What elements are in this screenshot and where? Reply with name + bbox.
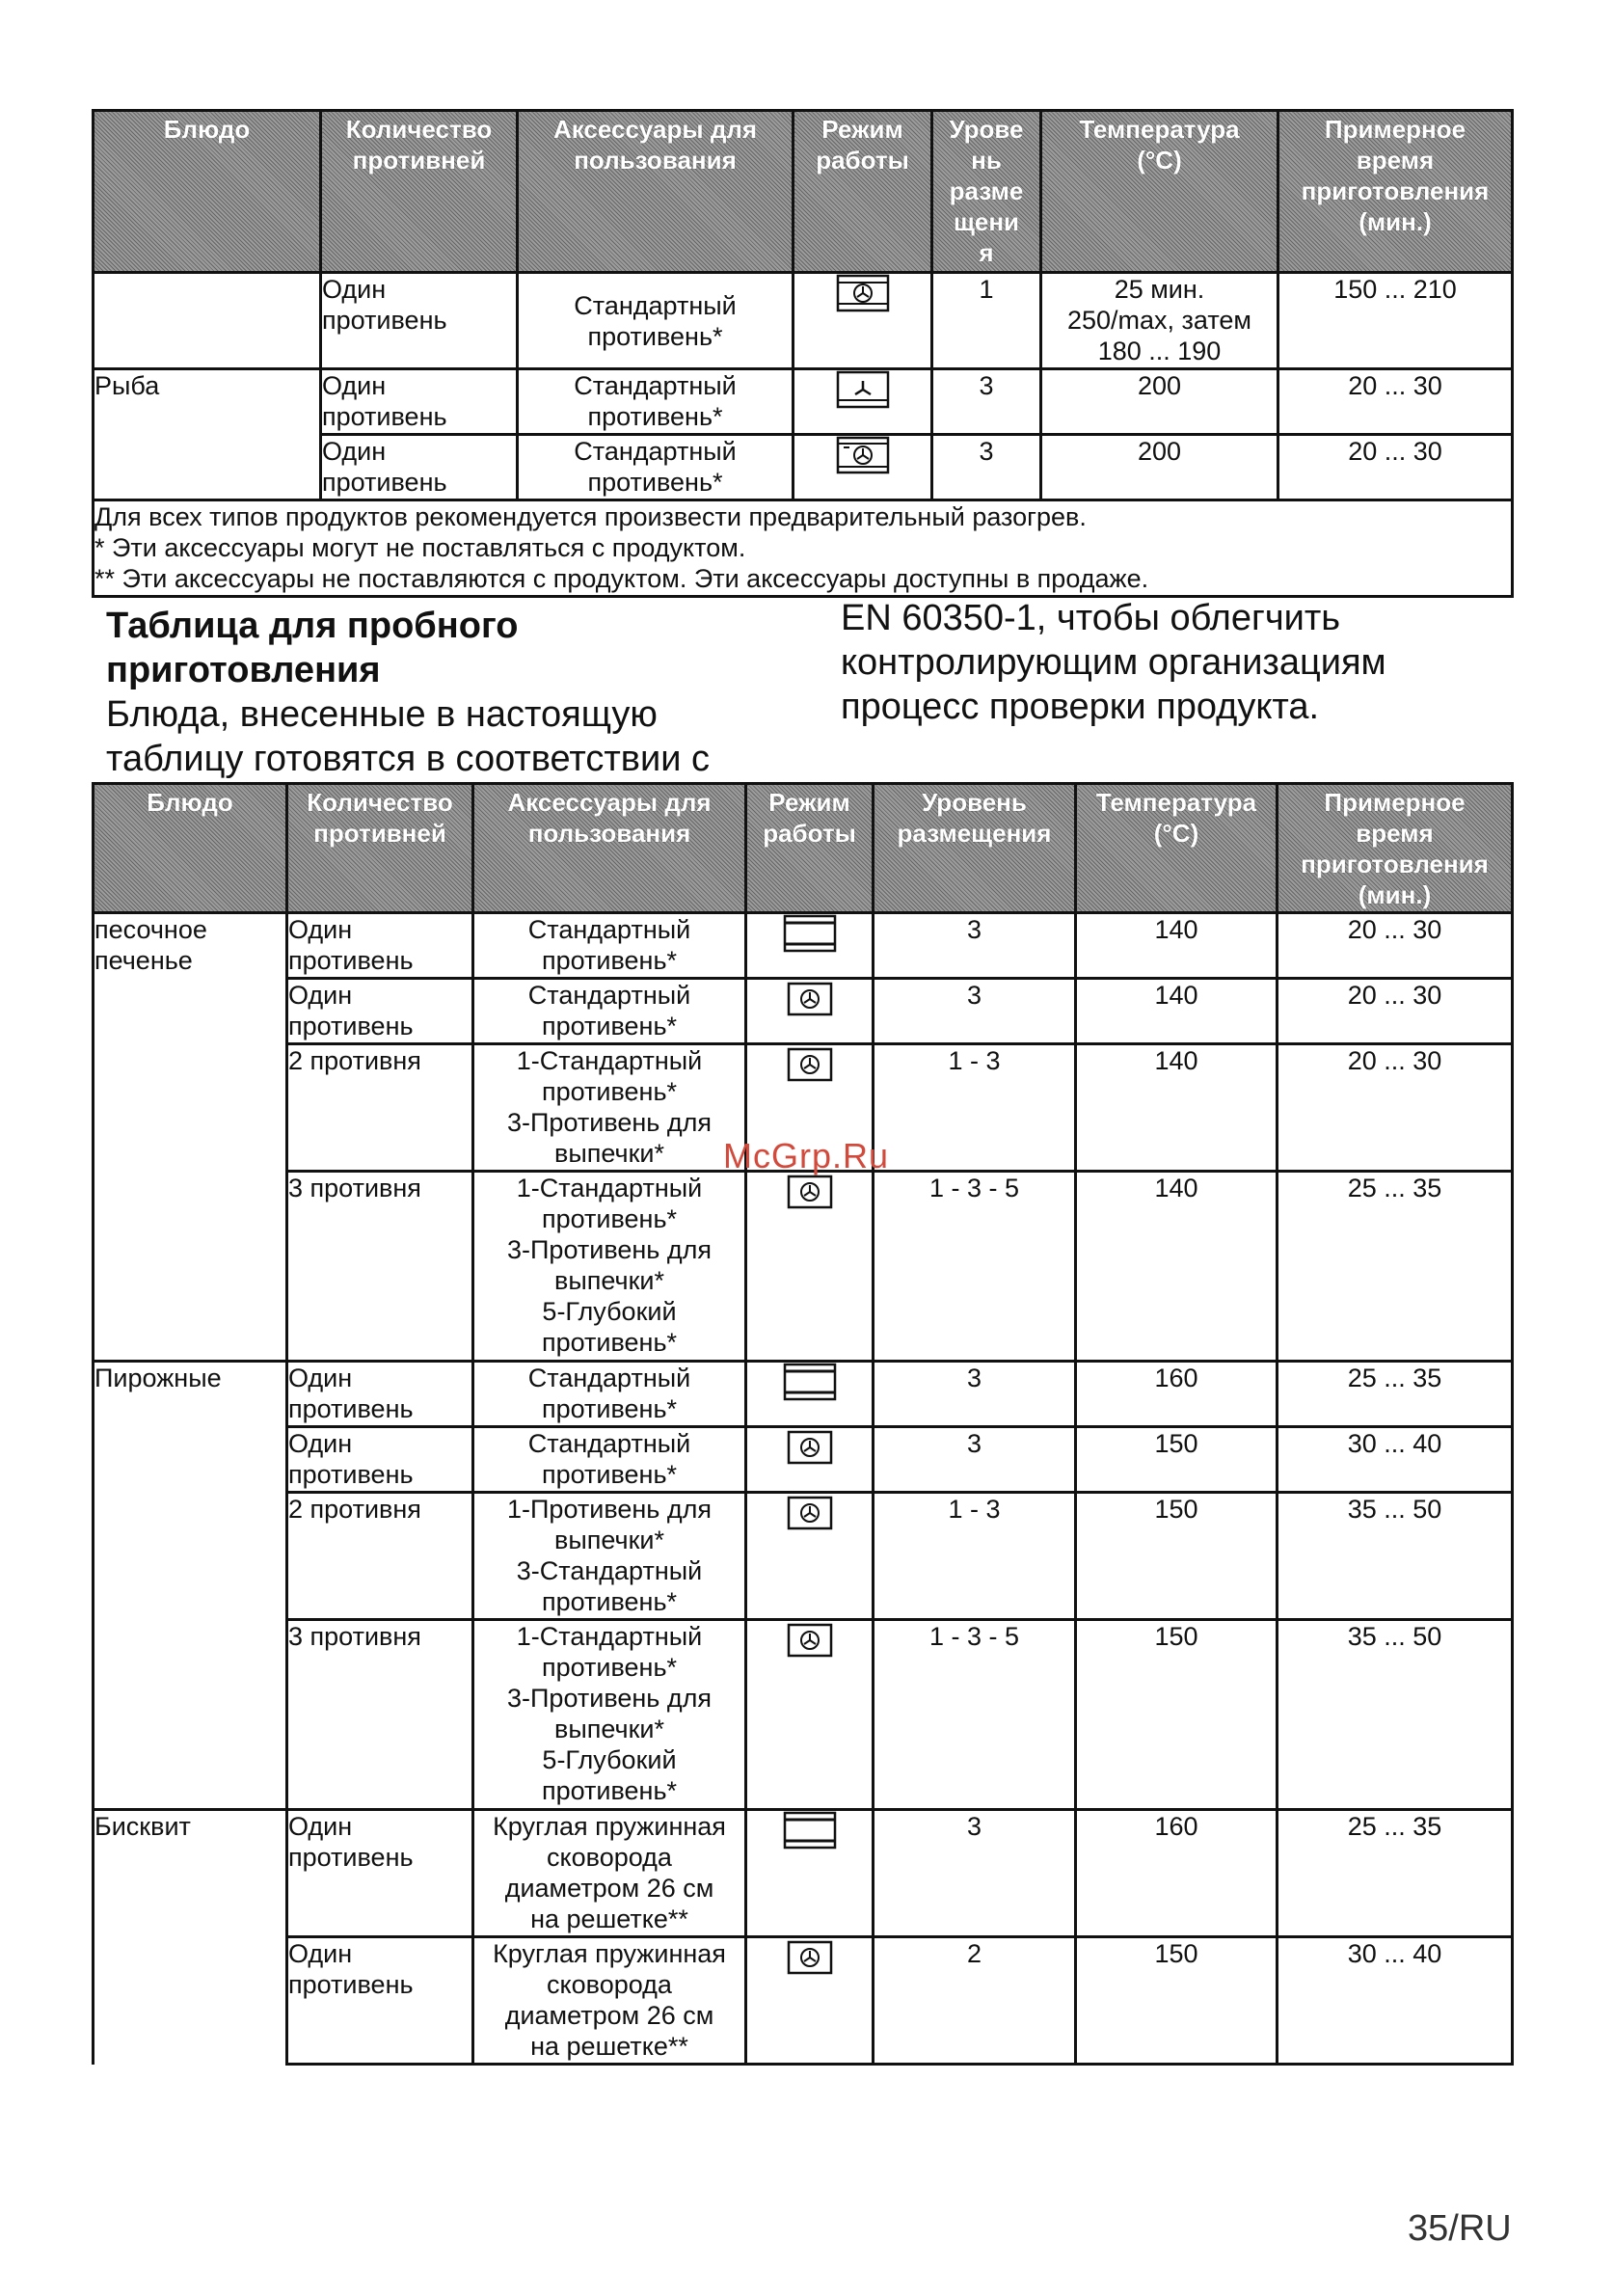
temperature-cell: 150 — [1076, 1493, 1278, 1620]
oven-top-bottom-icon — [783, 1811, 837, 1850]
oven-fan-icon — [783, 1173, 837, 1211]
level-cell: 1 - 3 - 5 — [874, 1172, 1076, 1362]
accessory-cell: Стандартный противень* — [473, 913, 746, 979]
note-preheat: Для всех типов продуктов рекомендуется произвести предварительный разогрев. — [94, 502, 1087, 531]
time-cell: 20 ... 30 — [1278, 1044, 1513, 1172]
quantity-cell: Один противень — [287, 1937, 473, 2065]
header-mode: Режим работы — [794, 111, 932, 273]
mode-cell — [746, 1810, 874, 1937]
quantity-cell: 2 противня — [287, 1493, 473, 1620]
accessory-cell: 1-Стандартный противень* 3-Противень для выпечки* 5-Глубокий противень* — [473, 1172, 746, 1362]
time-cell: 150 ... 210 — [1278, 273, 1513, 369]
header-temperature: Температура (°C) — [1076, 784, 1278, 913]
level-cell: 3 — [932, 369, 1041, 435]
table-header-row — [94, 784, 1513, 913]
mode-cell — [746, 1362, 874, 1427]
mode-cell — [794, 435, 932, 500]
oven-top-bottom-icon — [783, 914, 837, 953]
quantity-cell: Один противень — [321, 435, 518, 500]
temperature-cell: 25 мин. 250/max, затем 180 ... 190 — [1041, 273, 1278, 369]
mode-cell — [746, 979, 874, 1044]
cooking-table-continued — [92, 109, 1514, 598]
watermark: McGrp.Ru — [723, 1136, 890, 1175]
oven-fan-icon — [783, 1045, 837, 1084]
notes-row — [94, 500, 1513, 597]
time-cell: 20 ... 30 — [1278, 369, 1513, 435]
oven-fan-icon — [836, 274, 890, 312]
temperature-cell: 150 — [1076, 1620, 1278, 1810]
header-dish: Блюдо — [94, 784, 287, 913]
accessory-cell: Круглая пружинная сковорода диаметром 26 см на решетке** — [473, 1810, 746, 1937]
table-row — [94, 1172, 1513, 1362]
accessory-cell: Стандартный противень* — [518, 435, 794, 500]
mode-cell — [746, 913, 874, 979]
header-accessories: Аксессуары для пользования — [518, 111, 794, 273]
table-row — [94, 1810, 1513, 1937]
time-cell: 20 ... 30 — [1278, 435, 1513, 500]
quantity-cell: 3 противня — [287, 1620, 473, 1810]
temperature-cell: 160 — [1076, 1362, 1278, 1427]
temperature-cell: 140 — [1076, 1172, 1278, 1362]
table-row — [94, 1493, 1513, 1620]
time-cell: 35 ... 50 — [1278, 1620, 1513, 1810]
section-intro-right: EN 60350-1, чтобы облегчить контролирующим организациям процесс проверки продукта. — [841, 598, 1386, 727]
level-cell: 3 — [932, 435, 1041, 500]
time-cell: 30 ... 40 — [1278, 1427, 1513, 1493]
section-heading — [106, 604, 781, 781]
mode-cell — [746, 1427, 874, 1493]
oven-fan-icon — [783, 1621, 837, 1660]
header-dish: Блюдо — [94, 111, 321, 273]
quantity-cell: Один противень — [321, 369, 518, 435]
mode-cell — [746, 1620, 874, 1810]
level-cell: 3 — [874, 1362, 1076, 1427]
level-cell: 3 — [874, 913, 1076, 979]
quantity-cell: Один противень — [287, 913, 473, 979]
temperature-cell: 200 — [1041, 435, 1278, 500]
oven-top-bottom-icon — [783, 1363, 837, 1401]
time-cell: 25 ... 35 — [1278, 1172, 1513, 1362]
time-cell: 20 ... 30 — [1278, 913, 1513, 979]
table-row — [94, 1362, 1513, 1427]
header-level: Урове нь разме щени я — [932, 111, 1041, 273]
oven-fan-grill-icon — [836, 436, 890, 474]
temperature-cell: 140 — [1076, 979, 1278, 1044]
section-title: Таблица для пробного приготовления — [106, 606, 519, 690]
level-cell: 1 - 3 — [874, 1493, 1076, 1620]
time-cell: 20 ... 30 — [1278, 979, 1513, 1044]
table-row — [94, 913, 1513, 979]
time-cell: 35 ... 50 — [1278, 1493, 1513, 1620]
level-cell: 3 — [874, 1427, 1076, 1493]
accessory-cell: Стандартный противень* — [473, 1427, 746, 1493]
header-time: Примерное время приготовления (мин.) — [1278, 784, 1513, 913]
test-cooking-table — [92, 782, 1514, 2066]
time-cell: 25 ... 35 — [1278, 1362, 1513, 1427]
quantity-cell: Один противень — [287, 1362, 473, 1427]
table-row — [94, 1427, 1513, 1493]
quantity-cell: Один противень — [321, 273, 518, 369]
temperature-cell: 150 — [1076, 1427, 1278, 1493]
level-cell: 1 — [932, 273, 1041, 369]
oven-fan-icon — [783, 1494, 837, 1532]
temperature-cell: 140 — [1076, 913, 1278, 979]
level-cell: 3 — [874, 979, 1076, 1044]
level-cell: 1 - 3 — [874, 1044, 1076, 1172]
header-level: Уровень размещения — [874, 784, 1076, 913]
table-header-row — [94, 111, 1513, 273]
mode-cell — [794, 273, 932, 369]
mode-cell — [746, 1172, 874, 1362]
quantity-cell: Один противень — [287, 979, 473, 1044]
oven-fan-icon — [783, 1938, 837, 1977]
time-cell: 30 ... 40 — [1278, 1937, 1513, 2065]
page-number: 35/RU — [1408, 2208, 1512, 2249]
level-cell: 1 - 3 - 5 — [874, 1620, 1076, 1810]
table-row — [94, 979, 1513, 1044]
accessory-cell: Стандартный противень* — [518, 369, 794, 435]
accessory-cell: Круглая пружинная сковорода диаметром 26 см на решетке** — [473, 1937, 746, 2065]
accessory-cell: 1-Стандартный противень* 3-Противень для выпечки* 5-Глубокий противень* — [473, 1620, 746, 1810]
dish-cell — [94, 273, 321, 369]
level-cell: 3 — [874, 1810, 1076, 1937]
header-quantity: Количество противней — [321, 111, 518, 273]
dish-cell: Рыба — [94, 369, 321, 500]
header-time: Примерное время приготовления (мин.) — [1278, 111, 1513, 273]
header-quantity: Количество противней — [287, 784, 473, 913]
header-temperature: Температура (°C) — [1041, 111, 1278, 273]
header-accessories: Аксессуары для пользования — [473, 784, 746, 913]
quantity-cell: 3 противня — [287, 1172, 473, 1362]
level-cell: 2 — [874, 1937, 1076, 2065]
oven-fan-icon — [783, 1428, 837, 1467]
quantity-cell: Один противень — [287, 1810, 473, 1937]
quantity-cell: 2 противня — [287, 1044, 473, 1172]
accessory-cell: Стандартный противень* — [518, 273, 794, 369]
dish-cell: Бисквит — [94, 1810, 287, 2065]
temperature-cell: 160 — [1076, 1810, 1278, 1937]
table-row — [94, 369, 1513, 435]
note-accessories-sold-separately: ** Эти аксессуары не поставляются с продуктом. Эти аксессуары доступны в продаже. — [94, 564, 1149, 593]
temperature-cell: 200 — [1041, 369, 1278, 435]
temperature-cell: 150 — [1076, 1937, 1278, 2065]
table-row — [94, 1937, 1513, 2065]
table-row — [94, 1620, 1513, 1810]
accessory-cell: Стандартный противень* — [473, 979, 746, 1044]
dish-cell: песочное печенье — [94, 913, 287, 1362]
table-row — [94, 273, 1513, 369]
oven-bottom-fan-icon — [836, 370, 890, 409]
mode-cell — [746, 1493, 874, 1620]
section-intro-left: Блюда, внесенные в настоящую таблицу готовятся в соответствии с — [106, 694, 710, 779]
note-accessories-optional: * Эти аксессуары могут не поставляться с продуктом. — [94, 533, 746, 562]
header-mode: Режим работы — [746, 784, 874, 913]
quantity-cell: Один противень — [287, 1427, 473, 1493]
accessory-cell: 1-Стандартный противень* 3-Противень для выпечки* — [473, 1044, 746, 1172]
oven-fan-icon — [783, 980, 837, 1018]
dish-cell: Пирожные — [94, 1362, 287, 1810]
accessory-cell: 1-Противень для выпечки* 3-Стандартный противень* — [473, 1493, 746, 1620]
accessory-cell: Стандартный противень* — [473, 1362, 746, 1427]
time-cell: 25 ... 35 — [1278, 1810, 1513, 1937]
mode-cell — [746, 1937, 874, 2065]
temperature-cell: 140 — [1076, 1044, 1278, 1172]
table-notes — [94, 500, 1513, 597]
mode-cell — [794, 369, 932, 435]
